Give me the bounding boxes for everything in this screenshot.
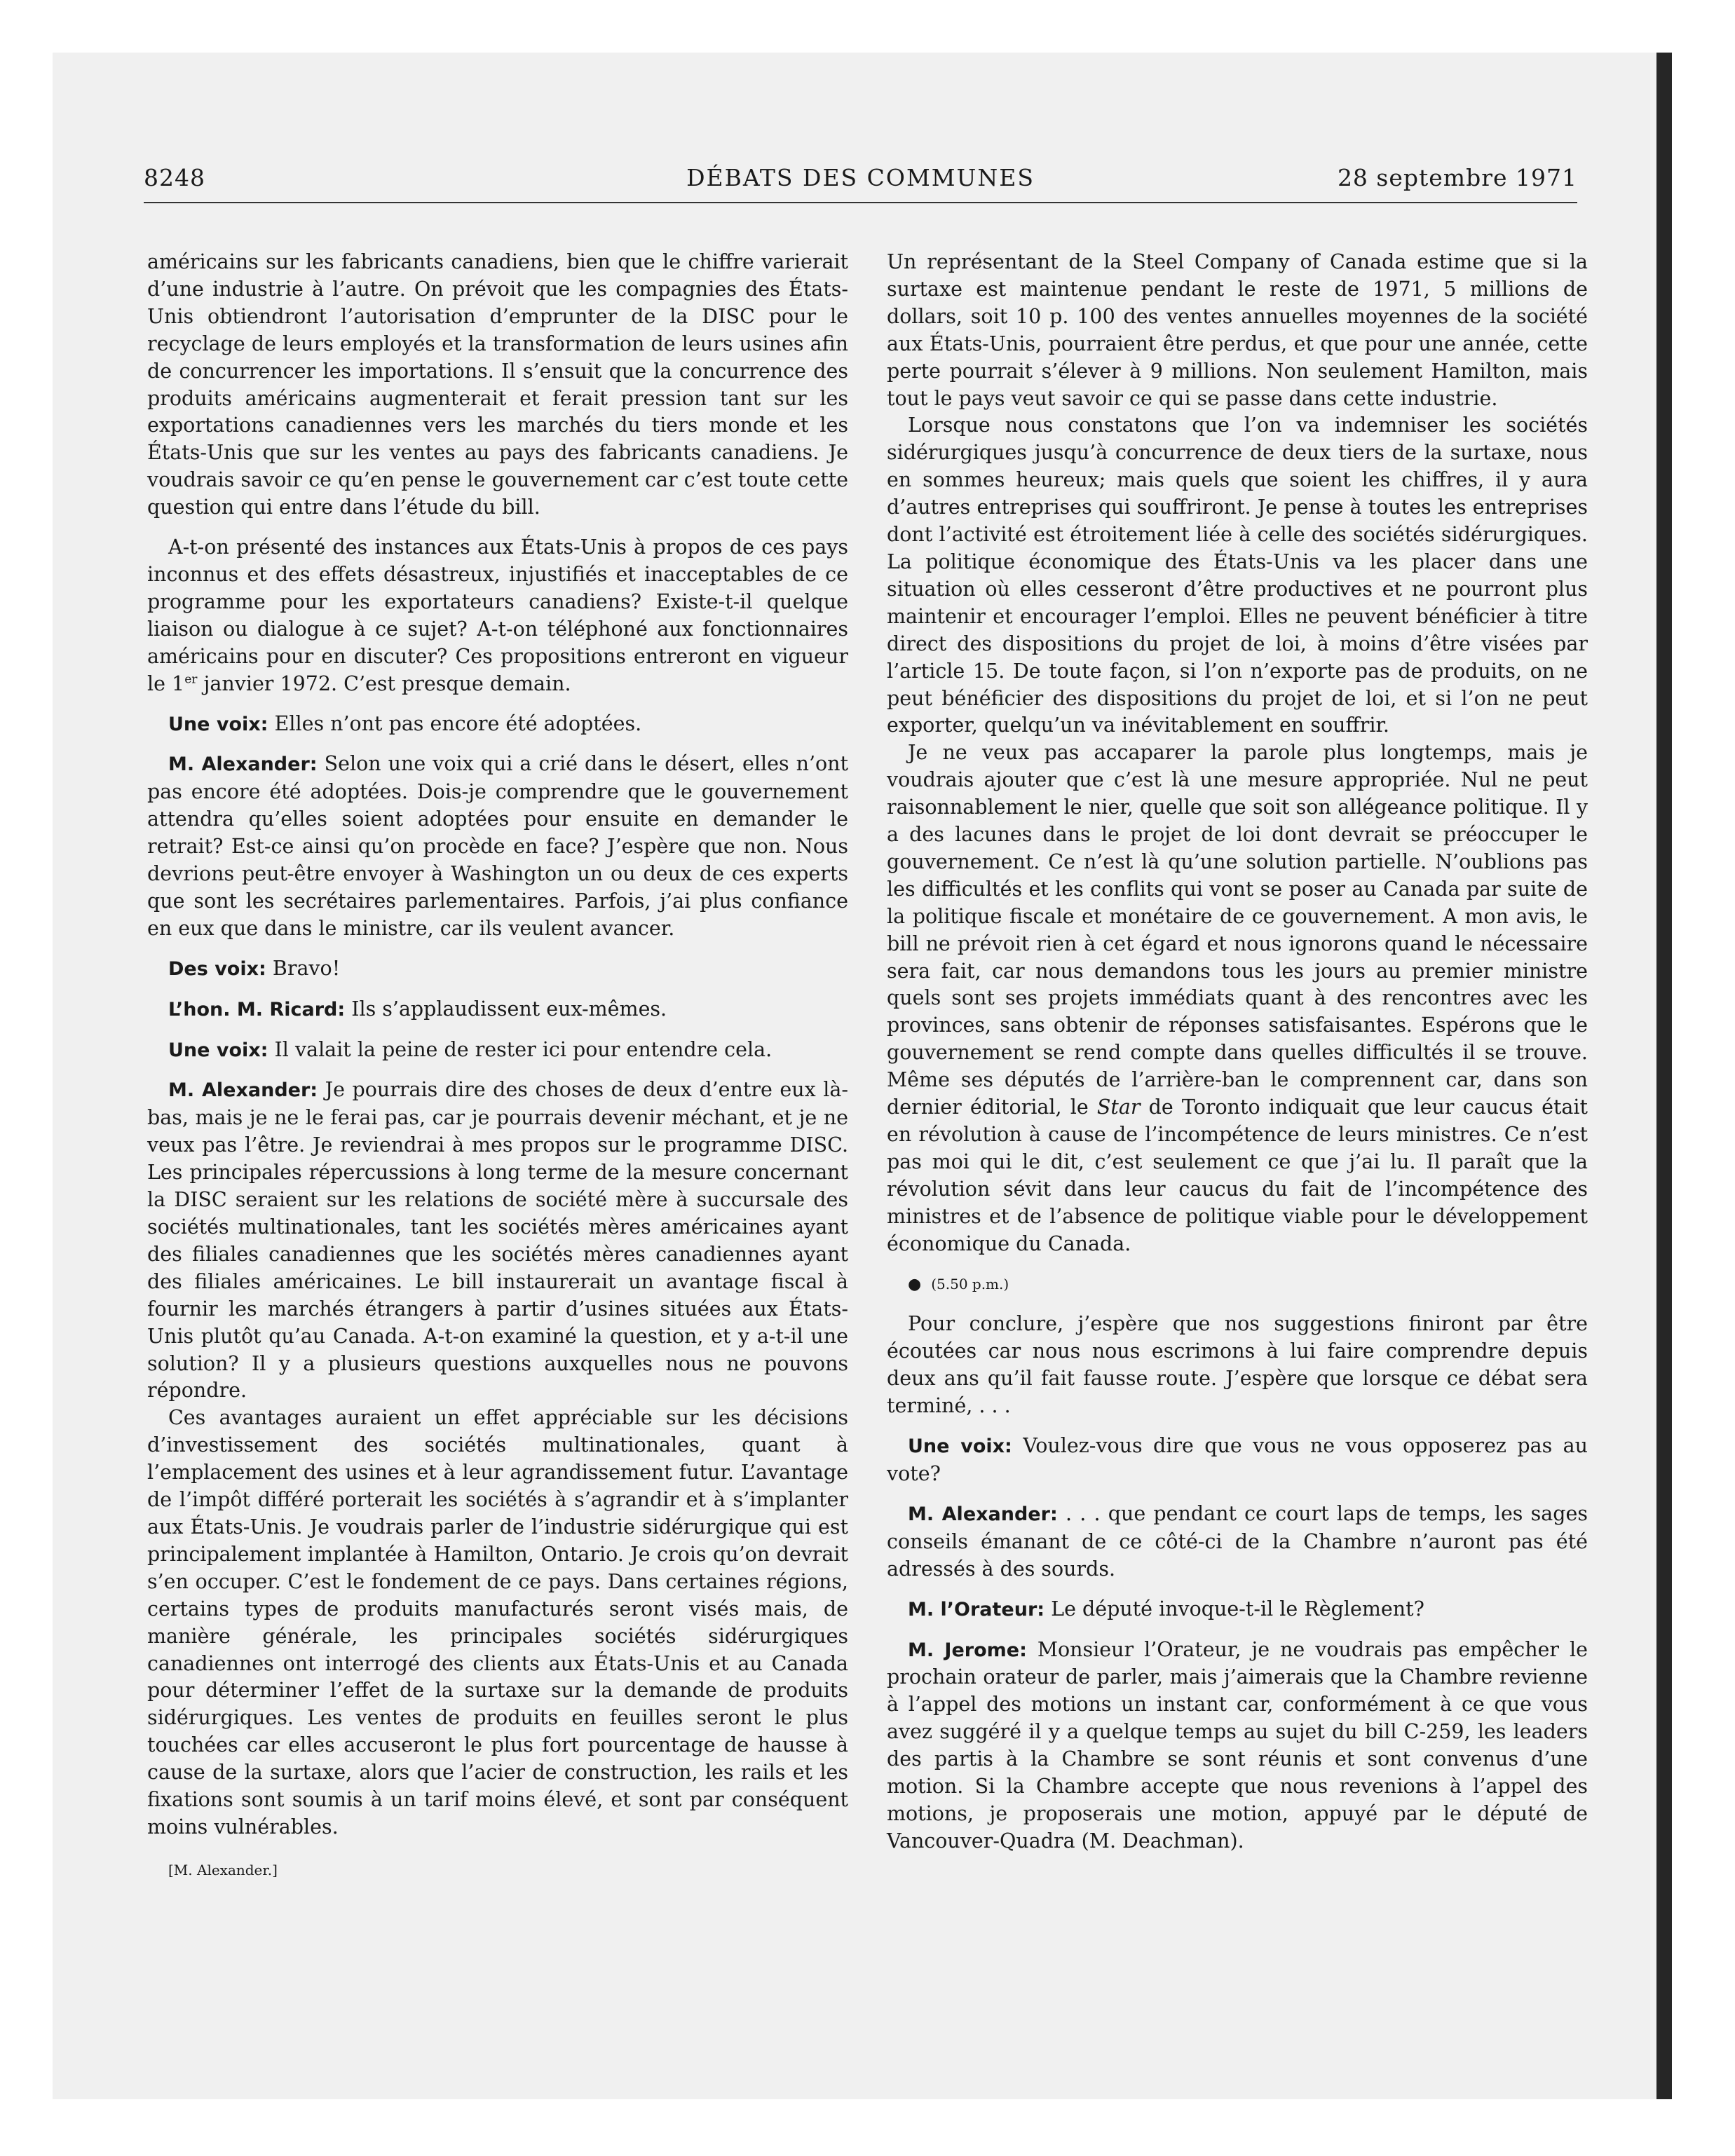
speaker-name: Une voix: [168,713,268,735]
paragraph: A-t-on présenté des instances aux États-Unis à propos de ces pays inconnus et des effets désastreux, injustifiés et inacceptables de ce programme pour les exportateurs canadiens? Existe-t-il quelque liaison ou dialogue à ce sujet? A-t-on téléphoné aux fonctionnaires américains pour en discuter? Ces propositions entreront en vigueur le 1er janvier 1972. C’est presque demain. [147,535,848,695]
bullet-icon: ● [908,1275,922,1293]
page-header [144,160,1577,203]
right-column [887,249,1588,1868]
speaker-name: Une voix: [908,1435,1012,1458]
speaker-name: M. l’Orateur: [908,1598,1045,1621]
speaker-name: M. Jerome: [908,1639,1027,1661]
left-column [147,249,848,1884]
speaker-name: M. Alexander: [168,1079,318,1102]
speaker-name: M. Alexander: [908,1503,1058,1525]
paragraph: Ces avantages auraient un effet appréciable sur les décisions d’investissement des sociétés multinationales, quant à l’emplacement des usines et à leur agrandissement futur. L’avantage de l’impôt différé porterait les sociétés à s’agrandir et à s’implanter aux États-Unis. Je voudrais parler de l’industrie sidérurgique qui est principalement implantée à Hamilton, Ontario. Je crois qu’on devrait s’en occuper. C’est le fondement de ce pays. Dans certaines régions, certains types de produits manufacturés seront visés mais, de manière générale, les principales sociétés sidérurgiques canadiennes ont interrogé des clients aux États-Unis et au Canada pour déterminer l’effet de la surtaxe sur la demande de produits sidérurgiques. Les ventes de produits en feuilles seront le plus touchées car elles accuseront le plus fort pourcentage de hausse à cause de la surtaxe, alors que l’acier de construction, les rails et les fixations sont soumis à un tarif moins élevé, et sont par conséquent moins vulnérables. [147,1406,848,1838]
speaker-name: Des voix: [168,957,266,980]
speaker-footnote: [M. Alexander.] [168,1861,278,1878]
speech: L’hon. M. Ricard: Ils s’applaudissent eux-mêmes. [168,997,667,1021]
speech: M. Alexander: Je pourrais dire des choses de deux d’entre eux là-bas, mais je ne le ferai pas, car je pourrais devenir méchant, et je ne veux pas l’être. Je reviendrai à mes propos sur le programme DISC. Les principales répercussions à long terme de la mesure concernant la DISC seraient sur les relations de société mère à succursale des sociétés multinationales, tant les sociétés mères américaines ayant des filiales canadiennes que les sociétés mères canadiennes ayant des filiales américaines. Le bill instaurerait un avantage fiscal à fournir les marchés étrangers à partir d’usines situées aux États-Unis plutôt qu’au Canada. A-t-on examiné la question, et y a-t-il une solution? Il y a plusieurs questions auxquelles nous ne pouvons répondre. [147,1078,848,1403]
scan-edge-shadow [1656,53,1672,2099]
speech: M. Alexander: . . . que pendant ce court laps de temps, les sages conseils émanant de ce côté-ci de la Chambre n’auront pas été adressés à des sourds. [887,1501,1588,1581]
speaker-name: M. Alexander: [168,753,318,776]
paragraph: Un représentant de la Steel Company of Canada estime que si la surtaxe est maintenue pendant le reste de 1971, 5 millions de dollars, soit 10 p. 100 des ventes annuelles moyennes de la société aux États-Unis, pourraient être perdus, et que pour une année, cette perte pourrait s’élever à 9 millions. Non seulement Hamilton, mais tout le pays veut savoir ce qui se passe dans cette industrie. [887,250,1588,410]
timestamp: ● (5.50 p.m.) [908,1275,1009,1293]
paragraph: Je ne veux pas accaparer la parole plus longtemps, mais je voudrais ajouter que c’est là une mesure appropriée. Nul ne peut raisonnablement le nier, quelle que soit son allégeance politique. Il y a des lacunes dans le projet de loi dont devrait se préoccuper le gouvernement. Ce n’est là qu’une solution partielle. N’oublions pas les difficultés et les conflits qui vont se poser au Canada par suite de la politique fiscale et monétaire de ce gouvernement. A mon avis, le bill ne prévoit rien à cet égard et nous ignorons quand le nécessaire sera fait, car nous demandons tous les jours au premier ministre quels sont ses projets immédiats quant à des rencontres avec les provinces, sans obtenir de réponses satisfaisantes. Espérons que le gouvernement se rend compte dans quelles difficultés il se trouve. Même ses députés de l’arrière-ban le comprennent car, dans son dernier éditorial, le Star de Toronto indiquait que leur caucus était en révolution à cause de l’incompétence de leurs ministres. Ce n’est pas moi qui le dit, c’est seulement ce que j’ai lu. Il paraît que la révolution sévit dans leur caucus du fait de l’incompétence des ministres et de l’absence de politique viable pour le développement économique du Canada. [887,741,1588,1255]
speech: Une voix: Elles n’ont pas encore été adoptées. [168,711,642,735]
page-date: 28 septembre 1971 [1337,164,1577,191]
paragraph: américains sur les fabricants canadiens, bien que le chiffre varierait d’une industrie à l’autre. On prévoit que les compagnies des États-Unis obtiendront l’autorisation d’emprunter de la DISC pour le recyclage de leurs employés et la transformation de leurs usines afin de concurrencer les importations. Il s’ensuit que la concurrence des produits américains augmenterait et ferait pression tant sur les exportations canadiennes vers les marchés du tiers monde et les États-Unis que sur les ventes au pays des fabricants canadiens. Je voudrais savoir ce qu’en pense le gouvernement car c’est toute cette question qui entre dans l’étude du bill. [147,250,848,519]
page-number: 8248 [144,164,205,191]
speaker-name: Une voix: [168,1039,268,1061]
speech: Une voix: Il valait la peine de rester ici pour entendre cela. [168,1037,773,1061]
paragraph: Pour conclure, j’espère que nos suggestions finiront par être écoutées car nous nous escrimons à lui faire comprendre depuis deux ans qu’il fait fausse route. J’espère que lorsque ce débat sera terminé, . . . [887,1312,1588,1418]
speech: M. Jerome: Monsieur l’Orateur, je ne voudrais pas empêcher le prochain orateur de parler, mais j’aimerais que la Chambre revienne à l’appel des motions un instant car, conformément à ce que vous avez suggéré il y a quelque temps au sujet du bill C-259, les leaders des partis à la Chambre se sont réunis et sont convenus d’une motion. Si la Chambre accepte que nous revenions à l’appel des motions, je proposerais une motion, appuyé par le député de Vancouver-Quadra (M. Deachman). [887,1637,1588,1853]
speech: M. Alexander: Selon une voix qui a crié dans le désert, elles n’ont pas encore été adoptées. Dois-je comprendre que le gouvernement attendra qu’elles soient adoptées pour ensuite en demander le retrait? Est-ce ainsi qu’on procède en face? J’espère que non. Nous devrions peut-être envoyer à Washington un ou deux de ces experts que sont les secrétaires parlementaires. Parfois, j’ai plus confiance en eux que dans le ministre, car ils veulent avancer. [147,752,848,940]
speech: M. l’Orateur: Le député invoque-t-il le Règlement? [908,1597,1424,1621]
publication-title: DÉBATS DES COMMUNES [686,164,1035,191]
speaker-name: L’hon. M. Ricard: [168,998,346,1021]
speech: Une voix: Voulez-vous dire que vous ne vous opposerez pas au vote? [887,1434,1588,1485]
speech: Des voix: Bravo! [168,956,341,980]
paragraph: Lorsque nous constatons que l’on va indemniser les sociétés sidérurgiques jusqu’à concurrence de deux tiers de la surtaxe, nous en sommes heureux; mais quels que soient les chiffres, il y aura d’autres entreprises qui souffriront. Je pense à toutes les entreprises dont l’activité est étroitement liée à celle des sociétés sidérurgiques. La politique économique des États-Unis va les placer dans une situation où elles cesseront d’être productives et ne pourront plus maintenir et encourager l’emploi. Elles ne peuvent bénéficier à titre direct des dispositions du projet de loi, à moins d’être visées par l’article 15. De toute façon, si l’on n’exporte pas de produits, on ne peut bénéficier des dispositions du projet de loi, et si l’on ne peut exporter, quelqu’un va inévitablement en souffrir. [887,414,1588,737]
